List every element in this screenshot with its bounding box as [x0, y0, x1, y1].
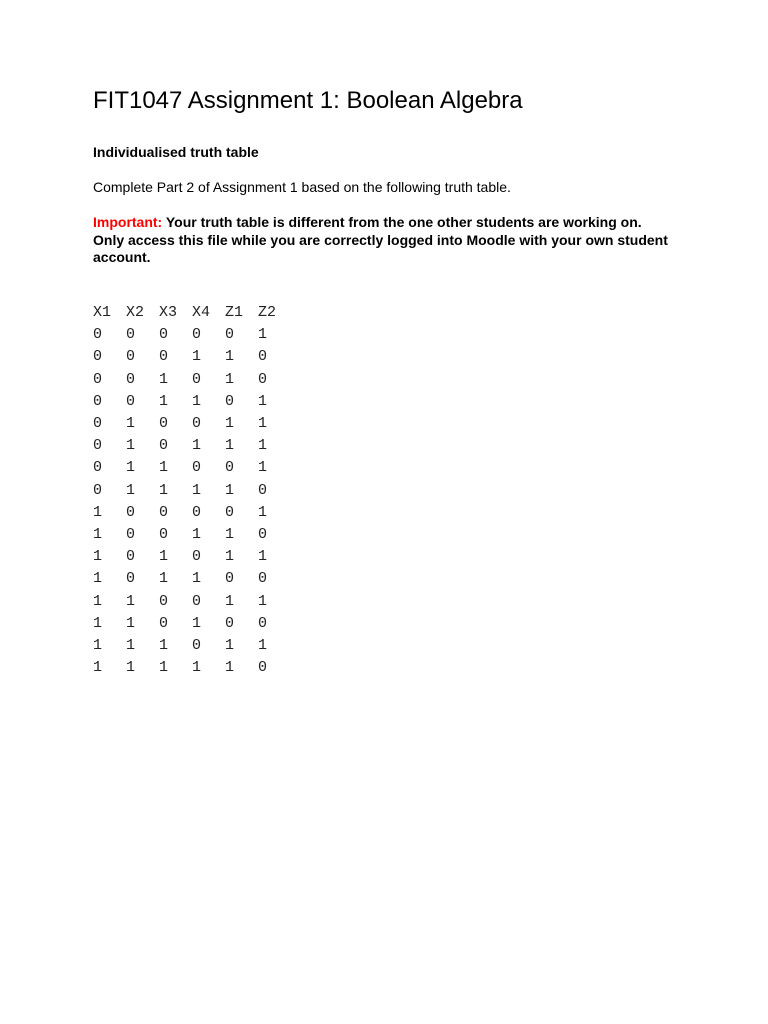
table-cell: 1: [126, 481, 136, 499]
table-cell: 1: [159, 481, 169, 499]
column-header-x4: X4: [192, 304, 211, 322]
table-cell: 1: [192, 481, 202, 499]
table-cell: 1: [126, 415, 136, 433]
table-row: [93, 502, 291, 524]
table-cell: 1: [93, 548, 103, 566]
table-cell: 1: [225, 348, 235, 366]
table-cell: 0: [126, 326, 136, 344]
table-cell: 1: [258, 636, 268, 654]
table-cell: 0: [258, 525, 268, 543]
table-cell: 1: [159, 548, 169, 566]
table-cell: 0: [93, 348, 103, 366]
table-cell: 0: [93, 481, 103, 499]
table-cell: 1: [225, 636, 235, 654]
column-header-z2: Z2: [258, 304, 277, 322]
column-header-x2: X2: [126, 304, 145, 322]
table-cell: 1: [258, 326, 268, 344]
table-cell: 1: [93, 503, 103, 521]
table-cell: 1: [225, 481, 235, 499]
table-row: [93, 480, 291, 502]
table-cell: 1: [225, 548, 235, 566]
table-row: [93, 568, 291, 590]
table-cell: 0: [225, 459, 235, 477]
table-cell: 0: [192, 636, 202, 654]
table-cell: 0: [159, 348, 169, 366]
table-cell: 0: [258, 370, 268, 388]
table-row: [93, 590, 291, 612]
table-cell: 1: [258, 459, 268, 477]
table-cell: 0: [159, 437, 169, 455]
table-row: [93, 657, 291, 679]
column-header-z1: Z1: [225, 304, 244, 322]
table-row: [93, 457, 291, 479]
table-cell: 1: [192, 659, 202, 677]
important-label: Important:: [93, 214, 163, 230]
table-cell: 0: [126, 525, 136, 543]
table-cell: 0: [258, 570, 268, 588]
important-text: Your truth table is different from the one other students are working on. Only access this file while you are correctly logged into Moodle with your own student account.: [93, 214, 668, 265]
table-cell: 0: [192, 592, 202, 610]
table-cell: 0: [225, 326, 235, 344]
table-cell: 0: [126, 392, 136, 410]
table-cell: 1: [93, 636, 103, 654]
table-cell: 1: [93, 659, 103, 677]
table-cell: 1: [126, 437, 136, 455]
table-row: [93, 324, 291, 346]
table-cell: 0: [258, 659, 268, 677]
table-cell: 0: [192, 415, 202, 433]
table-cell: 1: [93, 525, 103, 543]
table-cell: 0: [225, 392, 235, 410]
subtitle: Individualised truth table: [93, 144, 259, 160]
table-cell: 0: [126, 548, 136, 566]
table-cell: 0: [192, 370, 202, 388]
table-cell: 0: [159, 592, 169, 610]
table-cell: 1: [192, 348, 202, 366]
table-cell: 0: [159, 525, 169, 543]
table-cell: 1: [126, 459, 136, 477]
table-cell: 0: [192, 459, 202, 477]
table-cell: 1: [159, 392, 169, 410]
truth-table: [93, 302, 291, 679]
table-cell: 0: [192, 326, 202, 344]
table-cell: 0: [258, 614, 268, 632]
table-cell: 1: [258, 392, 268, 410]
table-row: [93, 613, 291, 635]
table-cell: 1: [126, 636, 136, 654]
table-cell: 0: [159, 326, 169, 344]
table-cell: 0: [93, 392, 103, 410]
table-cell: 0: [126, 370, 136, 388]
table-cell: 1: [258, 415, 268, 433]
table-cell: 1: [258, 592, 268, 610]
table-row: [93, 391, 291, 413]
table-cell: 0: [258, 348, 268, 366]
table-cell: 0: [192, 503, 202, 521]
table-cell: 1: [192, 525, 202, 543]
table-cell: 0: [126, 348, 136, 366]
table-cell: 1: [225, 415, 235, 433]
table-cell: 1: [258, 548, 268, 566]
table-cell: 0: [93, 326, 103, 344]
table-cell: 1: [225, 592, 235, 610]
table-cell: 0: [225, 570, 235, 588]
table-cell: 1: [225, 659, 235, 677]
table-cell: 0: [159, 614, 169, 632]
table-cell: 1: [225, 370, 235, 388]
table-cell: 1: [159, 659, 169, 677]
table-cell: 1: [192, 437, 202, 455]
table-row: [93, 413, 291, 435]
table-row: [93, 524, 291, 546]
table-row: [93, 546, 291, 568]
table-row: [93, 435, 291, 457]
table-cell: 1: [192, 614, 202, 632]
page-title: FIT1047 Assignment 1: Boolean Algebra: [93, 87, 523, 114]
table-cell: 1: [126, 592, 136, 610]
table-cell: 0: [126, 570, 136, 588]
table-cell: 0: [159, 415, 169, 433]
table-cell: 1: [159, 370, 169, 388]
table-cell: 0: [258, 481, 268, 499]
table-row: [93, 369, 291, 391]
truth-table-body: [93, 324, 291, 679]
important-notice: [93, 214, 673, 267]
table-cell: 0: [93, 437, 103, 455]
column-header-x3: X3: [159, 304, 178, 322]
table-cell: 0: [93, 459, 103, 477]
table-cell: 1: [126, 659, 136, 677]
table-cell: 1: [258, 503, 268, 521]
table-cell: 0: [159, 503, 169, 521]
table-cell: 1: [192, 392, 202, 410]
table-cell: 0: [93, 415, 103, 433]
table-cell: 1: [159, 459, 169, 477]
table-row: [93, 346, 291, 368]
table-cell: 0: [93, 370, 103, 388]
table-cell: 1: [93, 614, 103, 632]
table-row: [93, 635, 291, 657]
table-cell: 0: [225, 503, 235, 521]
table-cell: 0: [192, 548, 202, 566]
table-cell: 1: [192, 570, 202, 588]
intro-text: Complete Part 2 of Assignment 1 based on the following truth table.: [93, 179, 511, 195]
truth-table-header-row: [93, 302, 291, 324]
table-cell: 1: [126, 614, 136, 632]
table-cell: 1: [225, 525, 235, 543]
table-cell: 1: [225, 437, 235, 455]
column-header-x1: X1: [93, 304, 112, 322]
table-cell: 0: [126, 503, 136, 521]
table-cell: 1: [93, 570, 103, 588]
table-cell: 0: [225, 614, 235, 632]
table-cell: 1: [159, 636, 169, 654]
table-cell: 1: [258, 437, 268, 455]
table-cell: 1: [159, 570, 169, 588]
table-cell: 1: [93, 592, 103, 610]
